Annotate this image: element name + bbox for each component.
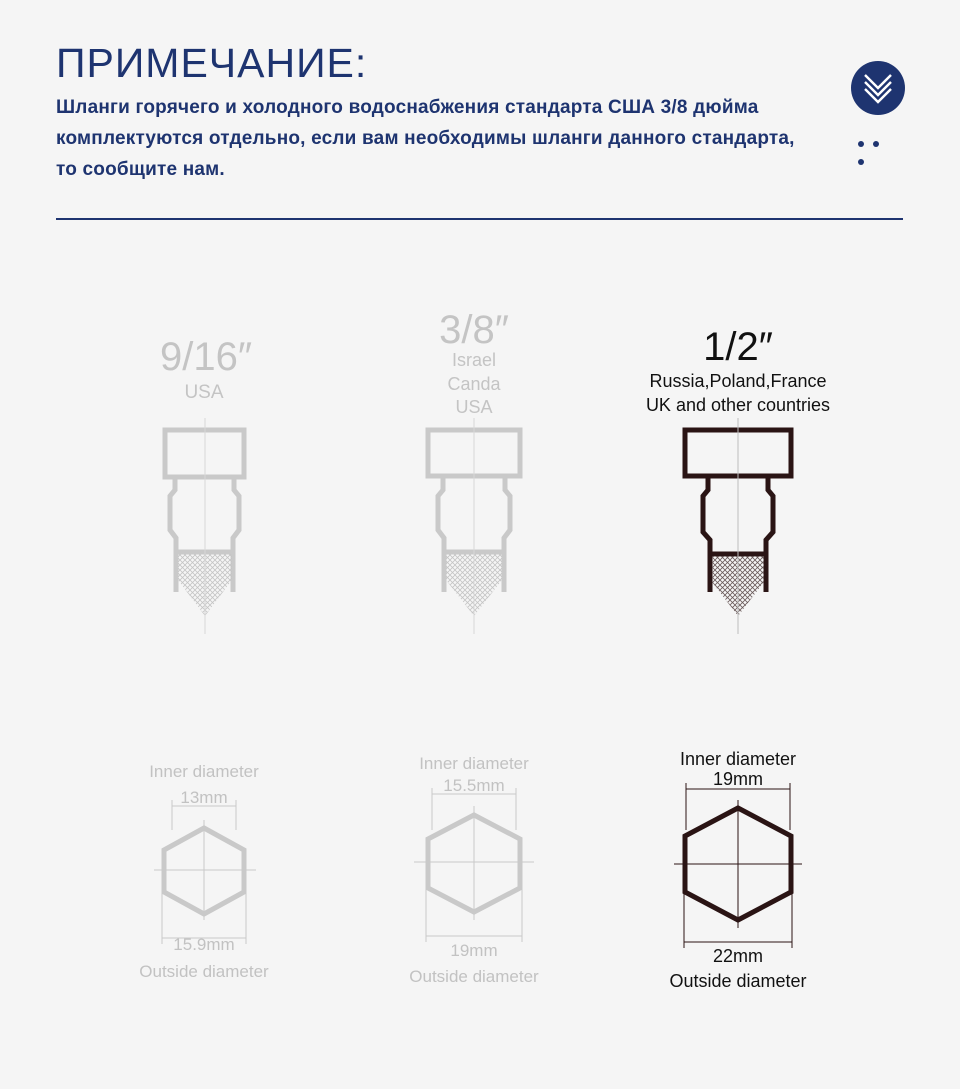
size-label: 9/16″ bbox=[159, 335, 253, 379]
inner-diameter-label: Inner diameter bbox=[679, 749, 797, 769]
inner-diameter-label: Inner diameter bbox=[149, 762, 259, 781]
outside-diameter-value: 19mm bbox=[450, 941, 498, 960]
fitting-1-2 bbox=[646, 325, 830, 991]
note-text: Шланги горячего и холодного водоснабжения стандарта США 3/8 дюйма комплектуются отдельно, если вам необходимы шланги данного стандарта, то сообщите нам. bbox=[56, 97, 795, 180]
outside-diameter-label: Outside diameter bbox=[409, 967, 539, 986]
outside-diameter-label: Outside diameter bbox=[139, 962, 269, 981]
region-label: USA bbox=[184, 382, 224, 403]
outside-diameter-value: 22mm bbox=[712, 946, 764, 966]
region-label: USA bbox=[455, 397, 493, 417]
inner-diameter-label: Inner diameter bbox=[419, 754, 529, 773]
inner-diameter-value: 15.5mm bbox=[443, 776, 505, 795]
fitting-9-16 bbox=[139, 335, 269, 981]
inner-diameter-value: 19mm bbox=[712, 769, 764, 789]
outside-diameter-label: Outside diameter bbox=[669, 971, 807, 991]
region-label: Israel bbox=[451, 350, 497, 370]
region-label: UK and other countries bbox=[645, 395, 831, 415]
size-label: 3/8″ bbox=[439, 308, 509, 352]
region-label: Russia,Poland,France bbox=[649, 371, 827, 391]
region-label: Canda bbox=[447, 374, 501, 394]
size-label: 1/2″ bbox=[703, 325, 773, 369]
fitting-3-8 bbox=[409, 308, 539, 986]
outside-diameter-value: 15.9mm bbox=[173, 935, 235, 954]
inner-diameter-value: 13mm bbox=[180, 788, 228, 807]
page-title: ПРИМЕЧАНИЕ: bbox=[56, 40, 368, 86]
